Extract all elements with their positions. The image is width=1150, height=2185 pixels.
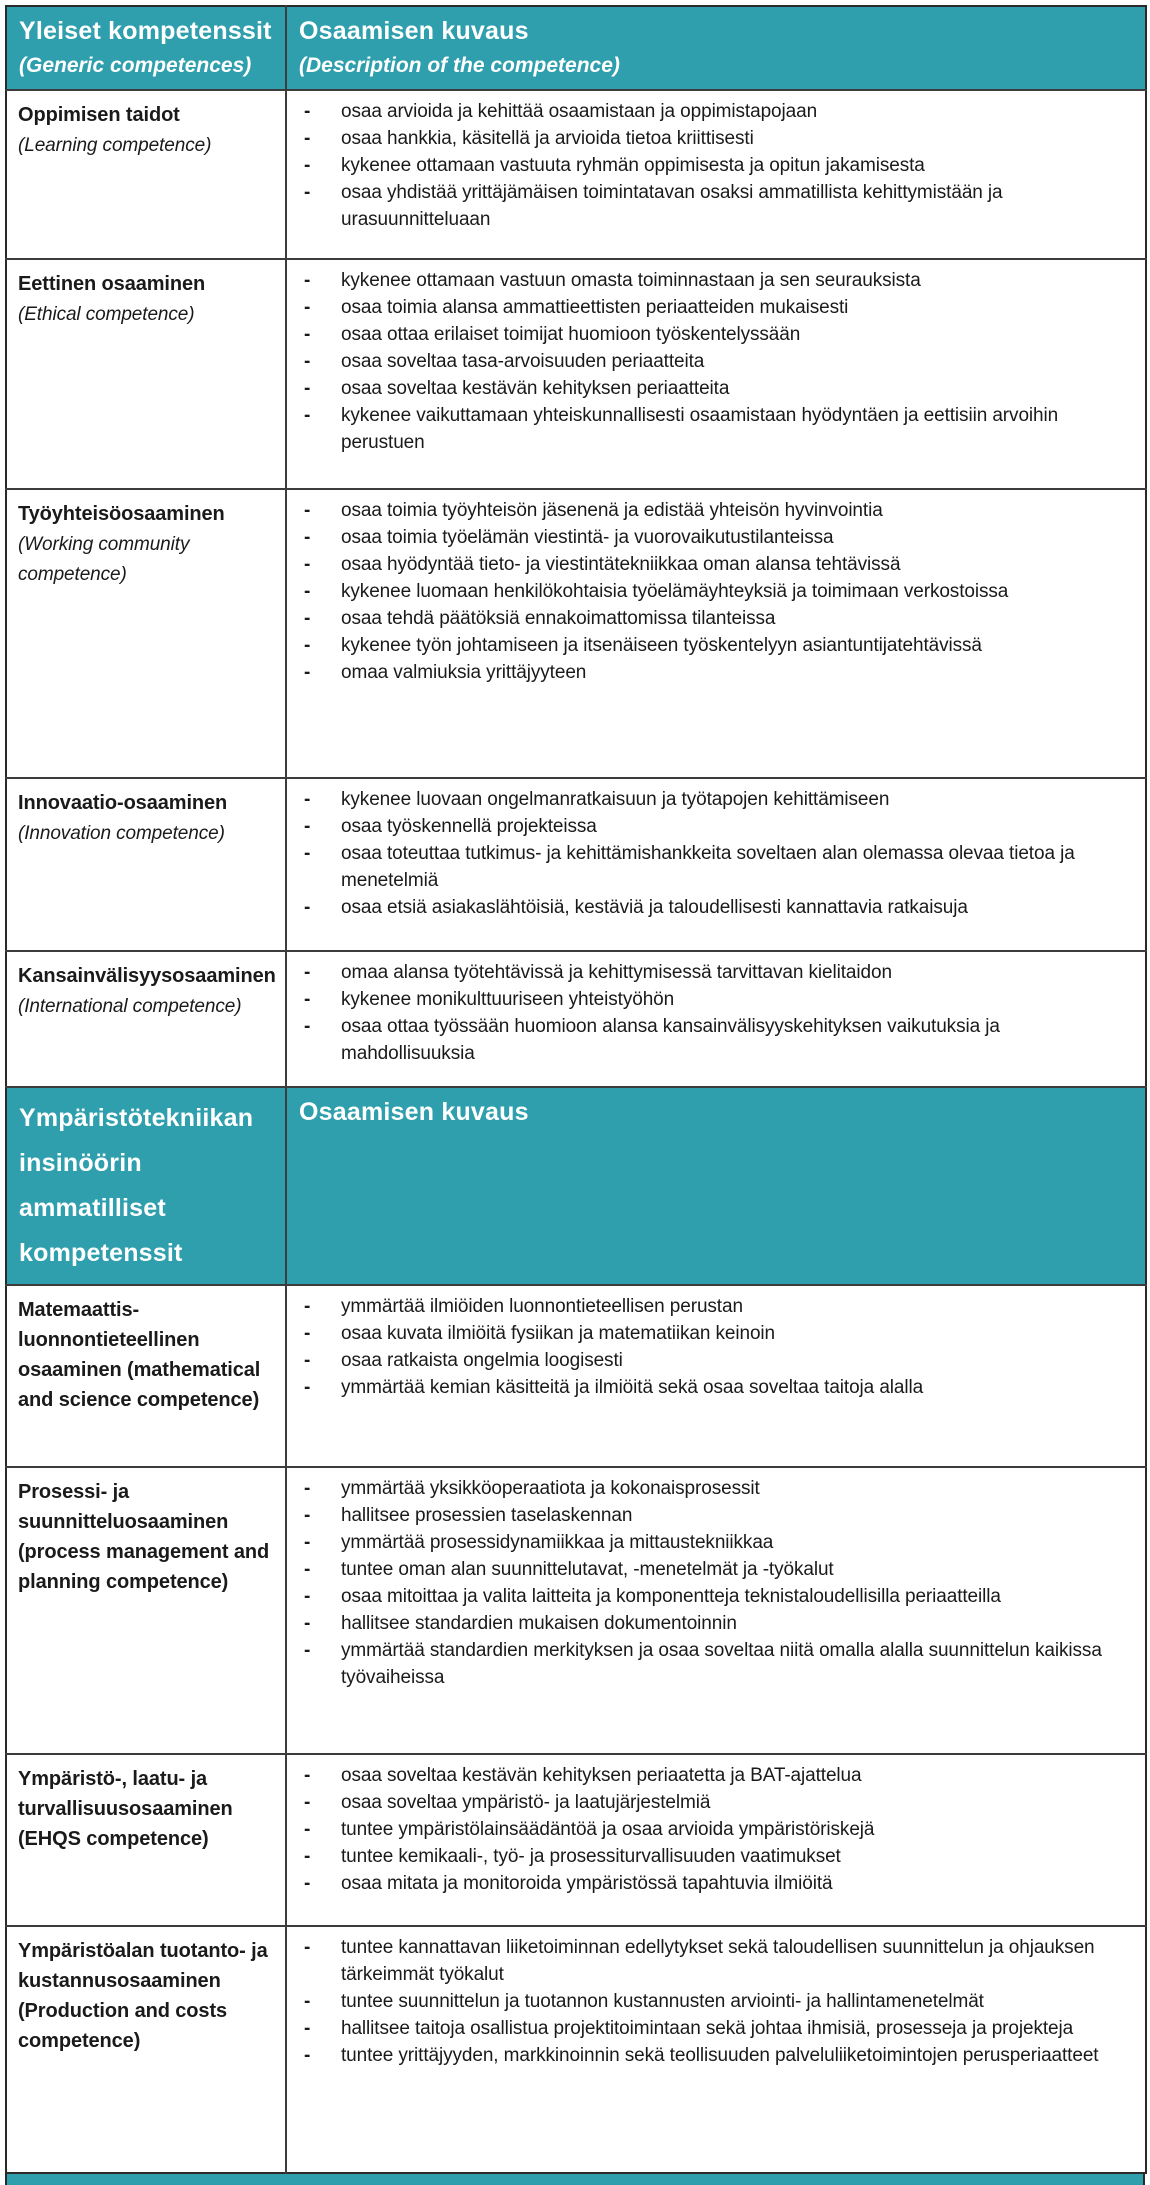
bullet-dash: - [304, 962, 311, 983]
bullet-text: osaa hyödyntää tieto- ja viestintätekniikkaa oman alansa tehtävissä [341, 554, 901, 575]
bullet-text: kykenee ottamaan vastuuta ryhmän oppimisesta ja opitun jakamisesta [341, 155, 925, 176]
bullet-item [287, 1320, 1139, 1347]
bullet-list [287, 952, 1145, 1073]
competence-name: Matemaattis-luonnontieteellinen osaaminen (mathematical and science competence) [18, 1299, 261, 1411]
bullet-item [287, 2015, 1139, 2042]
bullet-dash: - [304, 1016, 311, 1037]
professional-competences-header-row [6, 1087, 1146, 1285]
bullet-text: osaa hankkia, käsitellä ja arvioida tietoa kriittisesti [341, 128, 754, 149]
bullet-text: kykenee luomaan henkilökohtaisia työelämäyhteyksiä ja toimimaan verkostoissa [341, 581, 1009, 602]
bullet-dash: - [304, 635, 311, 656]
bullet-list [287, 490, 1145, 692]
bullet-dash: - [304, 297, 311, 318]
bullet-text: osaa toteuttaa tutkimus- ja kehittämishankkeita soveltaen alan olemassa olevaa tietoa ja menetelmiä [341, 843, 1075, 891]
bullet-text: kykenee vaikuttamaan yhteiskunnallisesti osaamistaan hyödyntäen ja eettisiin arvoihin perustuen [341, 405, 1059, 453]
competence-name: Ympäristöalan tuotanto- ja kustannusosaaminen (Production and costs competence) [18, 1940, 268, 2052]
bullet-item [287, 497, 1139, 524]
bullet-item [287, 1583, 1139, 1610]
bullet-text: tuntee yrittäjyyden, markkinoinnin sekä teollisuuden palveluliiketoimintojen perusperiaatteet [341, 2045, 1099, 2066]
bullet-dash: - [304, 581, 311, 602]
bullet-dash: - [304, 378, 311, 399]
bullet-dash: - [304, 101, 311, 122]
competence-cell [6, 778, 286, 951]
bullet-text: kykenee luovaan ongelmanratkaisuun ja työtapojen kehittämiseen [341, 789, 890, 810]
bullet-item [287, 959, 1139, 986]
bullet-dash: - [304, 1350, 311, 1371]
bullet-text: omaa valmiuksia yrittäjyyteen [341, 662, 587, 683]
generic-competences-header-cell [6, 6, 286, 90]
competence-cell [6, 1467, 286, 1754]
bullet-text: tuntee suunnittelun ja tuotannon kustannusten arviointi- ja hallintamenetelmät [341, 1991, 984, 2012]
bullet-dash: - [304, 1296, 311, 1317]
competence-name-en: (Innovation competence) [18, 823, 225, 844]
table-row [6, 778, 1146, 951]
bullet-list [287, 1468, 1145, 1697]
competence-cell [6, 1754, 286, 1926]
bullet-text: osaa tehdä päätöksiä ennakoimattomissa tilanteissa [341, 608, 776, 629]
bullet-item [287, 986, 1139, 1013]
competence-cell [6, 951, 286, 1087]
bullet-dash: - [304, 897, 311, 918]
bullet-text: omaa alansa työtehtävissä ja kehittymisessä tarvittavan kielitaidon [341, 962, 892, 983]
description-cell [286, 1285, 1146, 1467]
competence-name: Innovaatio-osaaminen [18, 792, 228, 814]
bullet-text: tuntee kemikaali-, työ- ja prosessiturvallisuuden vaatimukset [341, 1846, 841, 1867]
generic-competences-header-row [6, 6, 1146, 90]
bullet-item [287, 402, 1139, 456]
bullet-dash: - [304, 989, 311, 1010]
description-header-cell [286, 6, 1146, 90]
bullet-item [287, 1934, 1139, 1988]
bullet-item [287, 152, 1139, 179]
bullet-item [287, 659, 1139, 686]
bullet-text: tuntee kannattavan liiketoiminnan edellytykset sekä taloudellisen suunnittelun ja ohjauksen tärkeimmät työkalut [341, 1937, 1095, 1985]
bullet-item [287, 1374, 1139, 1401]
bullet-text: ymmärtää ilmiöiden luonnontieteellisen perustan [341, 1296, 743, 1317]
bullet-item [287, 786, 1139, 813]
bullet-list [287, 1286, 1145, 1407]
bullet-item [287, 1637, 1139, 1691]
bullet-dash: - [304, 324, 311, 345]
bullet-item [287, 1610, 1139, 1637]
bullet-list [287, 260, 1145, 462]
bullet-dash: - [304, 1792, 311, 1813]
bullet-text: osaa soveltaa kestävän kehityksen periaatetta ja BAT-ajattelua [341, 1765, 862, 1786]
bullet-text: ymmärtää kemian käsitteitä ja ilmiöitä sekä osaa soveltaa taitoja alalla [341, 1377, 924, 1398]
partial-next-header-strip [5, 2174, 1145, 2185]
bullet-text: osaa työskennellä projekteissa [341, 816, 597, 837]
bullet-text: osaa ottaa erilaiset toimijat huomioon työskentelyssään [341, 324, 801, 345]
bullet-list [287, 91, 1145, 239]
bullet-item [287, 179, 1139, 233]
bullet-dash: - [304, 351, 311, 372]
bullet-dash: - [304, 1377, 311, 1398]
bullet-dash: - [304, 1640, 311, 1661]
bullet-list [287, 1755, 1145, 1903]
bullet-item [287, 1013, 1139, 1067]
bullet-item [287, 1789, 1139, 1816]
bullet-dash: - [304, 843, 311, 864]
description-cell [286, 951, 1146, 1087]
bullet-text: ymmärtää prosessidynamiikkaa ja mittaustekniikkaa [341, 1532, 774, 1553]
bullet-dash: - [304, 1613, 311, 1634]
bullet-text: osaa soveltaa ympäristö- ja laatujärjestelmiä [341, 1792, 711, 1813]
bullet-item [287, 267, 1139, 294]
bullet-item [287, 2042, 1139, 2069]
bullet-dash: - [304, 405, 311, 426]
bullet-dash: - [304, 1478, 311, 1499]
bullet-dash: - [304, 1586, 311, 1607]
bullet-text: osaa arvioida ja kehittää osaamistaan ja oppimistapojaan [341, 101, 818, 122]
section1-left-subtitle: (Generic competences) [19, 54, 252, 77]
bullet-text: kykenee ottamaan vastuun omasta toiminnastaan ja sen seurauksista [341, 270, 921, 291]
bullet-dash: - [304, 1819, 311, 1840]
bullet-item [287, 813, 1139, 840]
bullet-item [287, 1502, 1139, 1529]
bullet-text: osaa yhdistää yrittäjämäisen toimintatavan osaksi ammatillista kehittymistään ja urasuunnitteluaan [341, 182, 1003, 230]
table-row [6, 489, 1146, 778]
bullet-dash: - [304, 554, 311, 575]
bullet-dash: - [304, 527, 311, 548]
bullet-dash: - [304, 1323, 311, 1344]
bullet-item [287, 98, 1139, 125]
competence-name: Ympäristö-, laatu- ja turvallisuusosaaminen (EHQS competence) [18, 1768, 233, 1850]
bullet-item [287, 1988, 1139, 2015]
bullet-dash: - [304, 789, 311, 810]
bullet-dash: - [304, 1846, 311, 1867]
bullet-text: osaa mitata ja monitoroida ympäristössä tapahtuvia ilmiöitä [341, 1873, 833, 1894]
bullet-dash: - [304, 500, 311, 521]
bullet-item [287, 578, 1139, 605]
table-row [6, 951, 1146, 1087]
bullet-item [287, 1843, 1139, 1870]
bullet-item [287, 551, 1139, 578]
bullet-dash: - [304, 1873, 311, 1894]
bullet-text: hallitsee taitoja osallistua projektitoimintaan sekä johtaa ihmisiä, prosesseja ja projekteja [341, 2018, 1074, 2039]
bullet-dash: - [304, 182, 311, 203]
bullet-item [287, 125, 1139, 152]
bullet-text: osaa mitoittaa ja valita laitteita ja komponentteja teknistaloudellisilla periaatteilla [341, 1586, 1001, 1607]
bullet-text: osaa toimia työelämän viestintä- ja vuorovaikutustilanteissa [341, 527, 834, 548]
bullet-item [287, 375, 1139, 402]
bullet-text: ymmärtää yksikköoperaatiota ja kokonaisprosessit [341, 1478, 760, 1499]
bullet-item [287, 348, 1139, 375]
competence-name: Oppimisen taidot [18, 104, 180, 126]
bullet-text: osaa ottaa työssään huomioon alansa kansainvälisyyskehityksen vaikutuksia ja mahdollisuuksia [341, 1016, 1000, 1064]
bullet-dash: - [304, 128, 311, 149]
competence-table [5, 5, 1147, 2174]
bullet-item [287, 1870, 1139, 1897]
description-cell [286, 259, 1146, 489]
bullet-text: hallitsee prosessien taselaskennan [341, 1505, 633, 1526]
table-row [6, 90, 1146, 259]
description-cell [286, 489, 1146, 778]
table-row [6, 1467, 1146, 1754]
bullet-text: tuntee ympäristölainsäädäntöä ja osaa arvioida ympäristöriskejä [341, 1819, 875, 1840]
bullet-text: osaa soveltaa tasa-arvoisuuden periaatteita [341, 351, 705, 372]
bullet-dash: - [304, 608, 311, 629]
competence-name: Eettinen osaaminen [18, 273, 206, 295]
bullet-dash: - [304, 2045, 311, 2066]
bullet-dash: - [304, 1765, 311, 1786]
table-row [6, 1285, 1146, 1467]
bullet-item [287, 321, 1139, 348]
bullet-dash: - [304, 2018, 311, 2039]
section1-right-subtitle: (Description of the competence) [299, 54, 620, 77]
bullet-item [287, 524, 1139, 551]
bullet-dash: - [304, 270, 311, 291]
bullet-dash: - [304, 1937, 311, 1958]
bullet-item [287, 632, 1139, 659]
description-cell [286, 778, 1146, 951]
bullet-item [287, 1556, 1139, 1583]
bullet-item [287, 1293, 1139, 1320]
competence-name-en: (International competence) [18, 996, 242, 1017]
competence-name-en: (Learning competence) [18, 135, 212, 156]
section1-right-title: Osaamisen kuvaus [299, 17, 529, 45]
bullet-list [287, 1927, 1145, 2075]
section1-left-title: Yleiset kompetenssit [19, 17, 272, 45]
bullet-dash: - [304, 1991, 311, 2012]
bullet-text: osaa soveltaa kestävän kehityksen periaatteita [341, 378, 730, 399]
bullet-item [287, 840, 1139, 894]
section2-right-title: Osaamisen kuvaus [299, 1098, 529, 1126]
competence-cell [6, 259, 286, 489]
bullet-item [287, 1529, 1139, 1556]
competence-name-en: (Ethical competence) [18, 304, 195, 325]
bullet-text: osaa kuvata ilmiöitä fysiikan ja matematiikan keinoin [341, 1323, 776, 1344]
competence-cell [6, 489, 286, 778]
description-cell [286, 90, 1146, 259]
bullet-item [287, 1816, 1139, 1843]
description-cell [286, 1467, 1146, 1754]
bullet-item [287, 894, 1139, 921]
bullet-text: osaa ratkaista ongelmia loogisesti [341, 1350, 623, 1371]
bullet-dash: - [304, 816, 311, 837]
bullet-text: osaa toimia työyhteisön jäsenenä ja edistää yhteisön hyvinvointia [341, 500, 883, 521]
bullet-text: osaa toimia alansa ammattieettisten periaatteiden mukaisesti [341, 297, 849, 318]
bullet-item [287, 294, 1139, 321]
description-cell [286, 1754, 1146, 1926]
competence-name: Kansainvälisyysosaaminen [18, 965, 276, 987]
description-cell [286, 1926, 1146, 2173]
bullet-text: kykenee monikulttuuriseen yhteistyöhön [341, 989, 675, 1010]
competence-cell [6, 1926, 286, 2173]
competence-name: Työyhteisöosaaminen [18, 503, 225, 525]
bullet-item [287, 1762, 1139, 1789]
bullet-dash: - [304, 1559, 311, 1580]
bullet-text: tuntee oman alan suunnittelutavat, -menetelmät ja -työkalut [341, 1559, 834, 1580]
bullet-text: hallitsee standardien mukaisen dokumentoinnin [341, 1613, 737, 1634]
description-header-cell-2 [286, 1087, 1146, 1285]
bullet-text: osaa etsiä asiakaslähtöisiä, kestäviä ja taloudellisesti kannattavia ratkaisuja [341, 897, 968, 918]
bullet-dash: - [304, 155, 311, 176]
competence-name: Prosessi- ja suunnitteluosaaminen (process management and planning competence) [18, 1481, 270, 1593]
bullet-list [287, 779, 1145, 927]
bullet-dash: - [304, 662, 311, 683]
bullet-item [287, 1347, 1139, 1374]
competence-cell [6, 90, 286, 259]
competence-cell [6, 1285, 286, 1467]
bullet-text: ymmärtää standardien merkityksen ja osaa soveltaa niitä omalla alalla suunnittelun kaikissa työvaiheissa [341, 1640, 1102, 1688]
table-row [6, 1926, 1146, 2173]
bullet-item [287, 1475, 1139, 1502]
bullet-dash: - [304, 1505, 311, 1526]
competence-name-en: (Working community competence) [18, 534, 190, 585]
table-row [6, 1754, 1146, 1926]
section2-left-title: Ympäristötekniikan insinöörin ammatilliset kompetenssit [19, 1104, 254, 1267]
bullet-item [287, 605, 1139, 632]
table-row [6, 259, 1146, 489]
bullet-dash: - [304, 1532, 311, 1553]
professional-competences-header-cell [6, 1087, 286, 1285]
bullet-text: kykenee työn johtamiseen ja itsenäiseen työskentelyyn asiantuntijatehtävissä [341, 635, 982, 656]
